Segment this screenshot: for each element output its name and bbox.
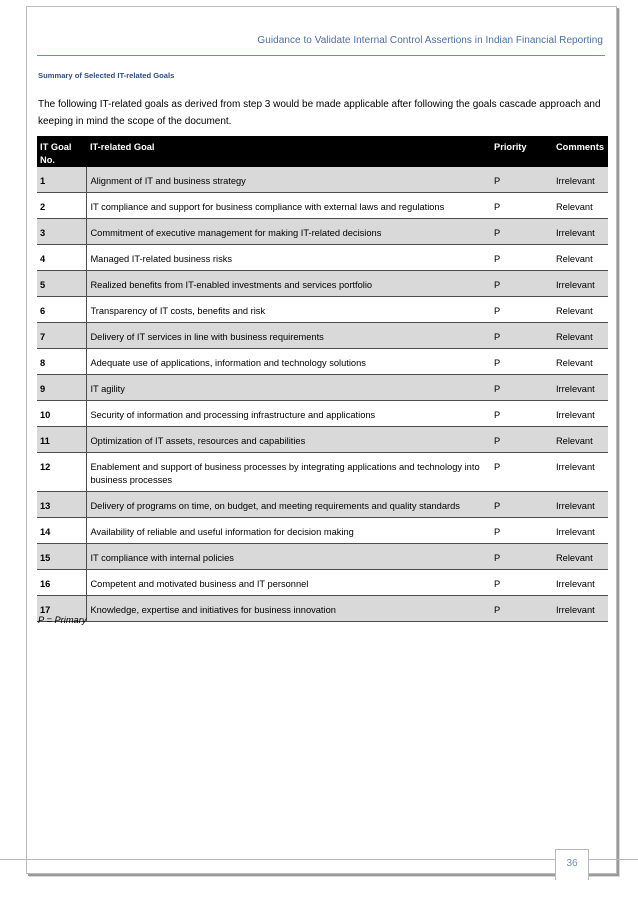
cell-priority: P [491, 349, 553, 375]
table-row [37, 245, 608, 271]
cell-priority: P [491, 167, 553, 193]
header-priority: Priority [491, 136, 553, 167]
cell-comments: Relevant [553, 193, 608, 219]
priority-footnote: P = Primary [38, 615, 87, 625]
cell-goal: Transparency of IT costs, benefits and risk [87, 297, 491, 323]
cell-goal: IT agility [87, 375, 491, 401]
table-body [37, 167, 608, 622]
cell-goal-no: 15 [37, 544, 87, 570]
table-row [37, 596, 608, 622]
cell-goal-no: 6 [37, 297, 87, 323]
cell-goal: Security of information and processing infrastructure and applications [87, 401, 491, 427]
cell-comments: Relevant [553, 323, 608, 349]
cell-priority: P [491, 271, 553, 297]
cell-comments: Relevant [553, 245, 608, 271]
cell-comments: Relevant [553, 349, 608, 375]
table-row [37, 219, 608, 245]
cell-comments: Irrelevant [553, 219, 608, 245]
cell-goal-no: 16 [37, 570, 87, 596]
cell-goal-no: 12 [37, 453, 87, 492]
cell-comments: Irrelevant [553, 453, 608, 492]
running-header: Guidance to Validate Internal Control Assertions in Indian Financial Reporting [257, 35, 603, 46]
cell-goal: Delivery of IT services in line with business requirements [87, 323, 491, 349]
cell-goal: Availability of reliable and useful information for decision making [87, 518, 491, 544]
cell-priority: P [491, 193, 553, 219]
cell-comments: Irrelevant [553, 375, 608, 401]
cell-priority: P [491, 453, 553, 492]
table-row [37, 544, 608, 570]
cell-goal: Enablement and support of business processes by integrating applications and technology into business processes [87, 453, 491, 492]
page-number: 36 [566, 858, 578, 869]
table-row [37, 349, 608, 375]
table-row [37, 297, 608, 323]
cell-goal: Realized benefits from IT-enabled investments and services portfolio [87, 271, 491, 297]
cell-comments: Relevant [553, 427, 608, 453]
table-row [37, 167, 608, 193]
cell-comments: Relevant [553, 297, 608, 323]
footer-divider [0, 859, 638, 860]
cell-goal-no: 17 [37, 596, 87, 622]
header-goal: IT-related Goal [87, 136, 491, 167]
cell-priority: P [491, 427, 553, 453]
cell-goal: Alignment of IT and business strategy [87, 167, 491, 193]
header-divider [37, 55, 605, 56]
section-title: Summary of Selected IT-related Goals [38, 71, 175, 80]
cell-goal-no: 11 [37, 427, 87, 453]
cell-goal-no: 14 [37, 518, 87, 544]
cell-comments: Irrelevant [553, 401, 608, 427]
cell-priority: P [491, 219, 553, 245]
table-row [37, 518, 608, 544]
table-row [37, 323, 608, 349]
cell-goal-no: 10 [37, 401, 87, 427]
header-goal-no: IT Goal No. [37, 136, 87, 167]
cell-goal: Competent and motivated business and IT personnel [87, 570, 491, 596]
cell-priority: P [491, 518, 553, 544]
cell-priority: P [491, 492, 553, 518]
cell-comments: Relevant [553, 544, 608, 570]
cell-comments: Irrelevant [553, 570, 608, 596]
cell-priority: P [491, 297, 553, 323]
table-row [37, 193, 608, 219]
cell-priority: P [491, 245, 553, 271]
cell-goal: Delivery of programs on time, on budget, and meeting requirements and quality standards [87, 492, 491, 518]
intro-paragraph: The following IT-related goals as derived from step 3 would be made applicable after following the goals cascade approach and keeping in mind the scope of the document. [38, 99, 601, 127]
cell-comments: Irrelevant [553, 596, 608, 622]
cell-comments: Irrelevant [553, 518, 608, 544]
cell-comments: Irrelevant [553, 271, 608, 297]
cell-goal-no: 2 [37, 193, 87, 219]
cell-priority: P [491, 323, 553, 349]
cell-goal: Managed IT-related business risks [87, 245, 491, 271]
it-goals-table [37, 136, 608, 622]
cell-comments: Irrelevant [553, 492, 608, 518]
header-comments: Comments [553, 136, 608, 167]
cell-goal-no: 7 [37, 323, 87, 349]
cell-goal: Knowledge, expertise and initiatives for business innovation [87, 596, 491, 622]
page-frame [26, 6, 617, 874]
cell-priority: P [491, 375, 553, 401]
cell-goal-no: 9 [37, 375, 87, 401]
cell-goal-no: 5 [37, 271, 87, 297]
cell-goal: IT compliance and support for business compliance with external laws and regulations [87, 193, 491, 219]
table-row [37, 492, 608, 518]
cell-priority: P [491, 570, 553, 596]
cell-goal-no: 1 [37, 167, 87, 193]
cell-goal: Commitment of executive management for making IT-related decisions [87, 219, 491, 245]
cell-priority: P [491, 544, 553, 570]
cell-comments: Irrelevant [553, 167, 608, 193]
cell-goal: IT compliance with internal policies [87, 544, 491, 570]
cell-goal-no: 3 [37, 219, 87, 245]
table-row [37, 453, 608, 492]
table-row [37, 427, 608, 453]
cell-goal-no: 8 [37, 349, 87, 375]
cell-goal-no: 4 [37, 245, 87, 271]
cell-goal-no: 13 [37, 492, 87, 518]
cell-goal: Optimization of IT assets, resources and capabilities [87, 427, 491, 453]
table-header-row [37, 136, 608, 167]
cell-goal: Adequate use of applications, information and technology solutions [87, 349, 491, 375]
table-row [37, 570, 608, 596]
page-number-box [555, 849, 589, 880]
cell-priority: P [491, 596, 553, 622]
table-row [37, 271, 608, 297]
table-row [37, 375, 608, 401]
table-row [37, 401, 608, 427]
cell-priority: P [491, 401, 553, 427]
